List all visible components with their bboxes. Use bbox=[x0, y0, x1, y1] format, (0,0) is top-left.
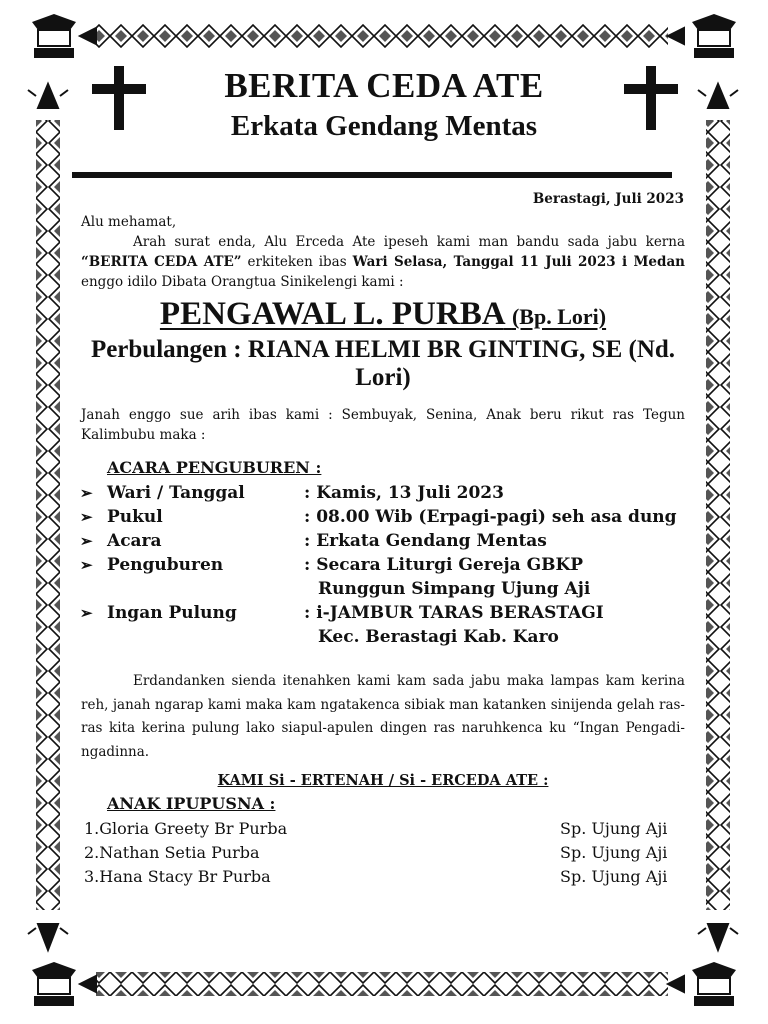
deceased-name: PENGAWAL L. PURBA (Bp. Lori) bbox=[159, 296, 607, 332]
row-label: Wari / Tanggal bbox=[107, 483, 245, 503]
spouse-line: Perbulangen : RIANA HELMI BR GINTING, SE (Nd. Lori) bbox=[90, 336, 676, 391]
child-name: 1.Gloria Greety Br Purba bbox=[84, 819, 288, 838]
row-value-continued: Kec. Berastagi Kab. Karo bbox=[318, 627, 559, 647]
child-name: 3.Hana Stacy Br Purba bbox=[84, 867, 271, 886]
arrow-bullet-icon: ➢ bbox=[80, 556, 93, 574]
row-value: : Secara Liturgi Gereja GBKP bbox=[304, 555, 584, 575]
title-divider bbox=[72, 172, 672, 178]
row-label: Acara bbox=[107, 531, 162, 551]
child-role: Sp. Ujung Aji bbox=[560, 819, 668, 838]
page-title: BERITA CEDA ATE bbox=[224, 66, 544, 105]
child-role: Sp. Ujung Aji bbox=[560, 867, 668, 886]
ceremony-heading: ACARA PENGUBUREN : bbox=[107, 458, 322, 477]
child-name: 2.Nathan Setia Purba bbox=[84, 843, 260, 862]
left-behind-paragraph: Janah enggo sue arih ibas kami : Sembuyak, Senina, Anak beru rikut ras Tegun Kalimbubu maka : bbox=[81, 407, 685, 443]
page-subtitle: Erkata Gendang Mentas bbox=[230, 110, 538, 142]
cross-icon bbox=[92, 66, 146, 130]
row-value: : 08.00 Wib (Erpagi-pagi) seh asa dung bbox=[304, 507, 677, 527]
row-label: Penguburen bbox=[107, 555, 224, 575]
greeting: Alu mehamat, bbox=[81, 214, 177, 230]
arrow-bullet-icon: ➢ bbox=[80, 604, 93, 622]
signatories-heading: KAMI Si - ERTENAH / Si - ERCEDA ATE : bbox=[217, 772, 549, 789]
row-label: Ingan Pulung bbox=[107, 603, 237, 623]
arrow-bullet-icon: ➢ bbox=[80, 532, 93, 550]
row-label: Pukul bbox=[107, 507, 163, 527]
arrow-bullet-icon: ➢ bbox=[80, 484, 93, 502]
intro-paragraph: Arah surat enda, Alu Erceda Ate ipeseh kami man bandu sada jabu kerna “BERITA CEDA ATE” erkiteken ibas Wari Selasa, Tanggal 11 Juli 2023 i Medan enggo idilo Dibata Orangtua Sinikelengi kami : bbox=[81, 234, 686, 290]
arrow-bullet-icon: ➢ bbox=[80, 508, 93, 526]
row-value: : Erkata Gendang Mentas bbox=[304, 531, 547, 551]
cross-icon bbox=[624, 66, 678, 130]
date-line: Berastagi, Juli 2023 bbox=[532, 191, 684, 207]
row-value: : i-JAMBUR TARAS BERASTAGI bbox=[304, 603, 604, 623]
closing-paragraph: Erdandanken sienda itenahken kami kam sada jabu maka lampas kam kerina reh, janah ngarap kami maka kam ngatakencа sibiak man katanken sinijenda gelah ras-ras kita kerina pulung lako siapul-apulen dingen ras naruhkenca ku “Ingan Pengadi-ngadinna. bbox=[81, 673, 685, 760]
child-role: Sp. Ujung Aji bbox=[560, 843, 668, 862]
children-heading: ANAK IPUPUSNA : bbox=[107, 794, 276, 813]
row-value: : Kamis, 13 Juli 2023 bbox=[304, 483, 504, 503]
row-value-continued: Runggun Simpang Ujung Aji bbox=[318, 579, 591, 599]
